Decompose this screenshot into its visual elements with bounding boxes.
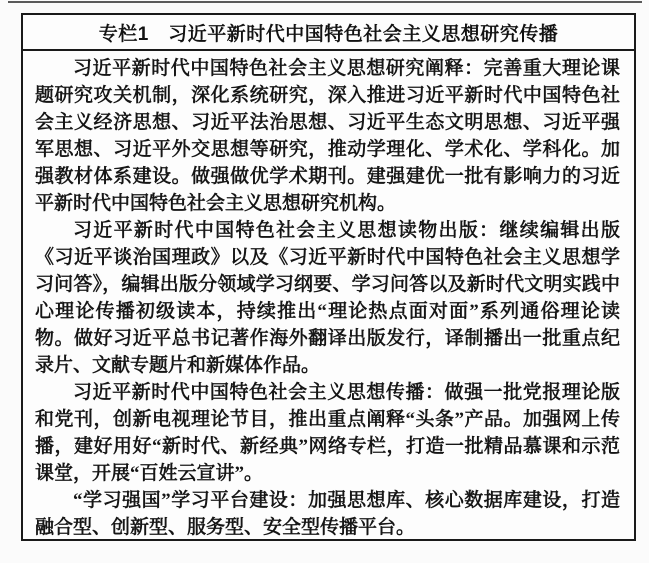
column-title: 专栏1 习近平新时代中国特色社会主义思想研究传播 xyxy=(23,15,634,51)
paragraph-thought-dissemination: 习近平新时代中国特色社会主义思想传播：做强一批党报理论版和党刊，创新电视理论节目，推出重点阐释“头条”产品。加强网上传播，建好用好“新时代、新经典”网络专栏，打造一批精品慕课和示范课堂，开展“百姓云宣讲”。 xyxy=(35,382,620,484)
paragraph-xuexiqiangguo-platform: “学习强国”学习平台建设：加强思想库、核心数据库建设，打造融合型、创新型、服务型、安全型传播平台。 xyxy=(35,490,620,538)
column-body xyxy=(23,51,634,541)
page-top-rule xyxy=(8,1,642,3)
paragraph-readings-publication: 习近平新时代中国特色社会主义思想读物出版：继续编辑出版《习近平谈治国理政》以及《习近平新时代中国特色社会主义思想学习问答》，编辑出版分领域学习纲要、学习问答以及新时代文明实践中心理论传播初级读本，持续推出“理论热点面对面”系列通俗理论读物。做好习近平总书记著作海外翻译出版发行，译制播出一批重点纪录片、文献专题片和新媒体作品。 xyxy=(35,220,620,376)
paragraph-research-interpretation: 习近平新时代中国特色社会主义思想研究阐释：完善重大理论课题研究攻关机制，深化系统研究，深入推进习近平新时代中国特色社会主义经济思想、习近平法治思想、习近平生态文明思想、习近平强军思想、习近平外交思想等研究，推动学理化、学术化、学科化。加强教材体系建设。做强做优学术期刊。建强建优一批有影响力的习近平新时代中国特色社会主义思想研究机构。 xyxy=(35,58,620,214)
column-box xyxy=(21,13,636,541)
